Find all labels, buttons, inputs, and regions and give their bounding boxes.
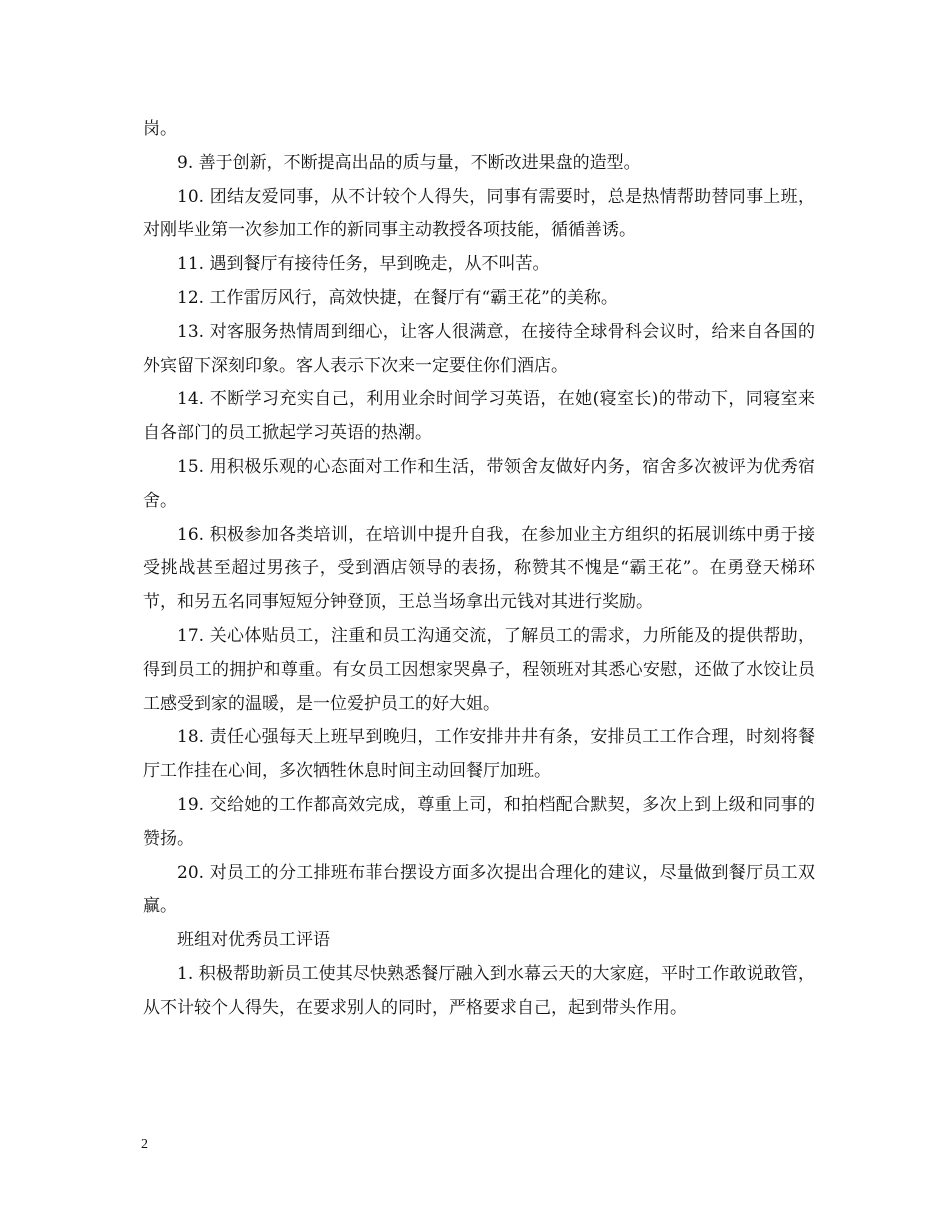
paragraph: 17. 关心体贴员工，注重和员工沟通交流，了解员工的需求，力所能及的提供帮助，得到员工的拥护和尊重。有女员工因想家哭鼻子，程领班对其悉心安慰，还做了水饺让员工感受到家的温暖，是一位爱护员工的好大姐。 bbox=[143, 625, 815, 714]
paragraph: 13. 对客服务热情周到细心，让客人很满意，在接待全球骨科会议时，给来自各国的外宾留下深刻印象。客人表示下次来一定要住你们酒店。 bbox=[143, 321, 815, 376]
paragraph: 11. 遇到餐厅有接待任务，早到晚走，从不叫苦。 bbox=[177, 254, 550, 275]
section-heading: 班组对优秀员工评语 bbox=[177, 930, 330, 951]
paragraph: 20. 对员工的分工排班布菲台摆设方面多次提出合理化的建议，尽量做到餐厅员工双赢。 bbox=[143, 862, 815, 917]
paragraph: 10. 团结友爱同事，从不计较个人得失，同事有需要时，总是热情帮助替同事上班，对刚毕业第一次参加工作的新同事主动教授各项技能，循循善诱。 bbox=[143, 186, 815, 241]
paragraph: 1. 积极帮助新员工使其尽快熟悉餐厅融入到水幕云天的大家庭，平时工作敢说敢管，从不计较个人得失，在要求别人的同时，严格要求自己，起到带头作用。 bbox=[143, 963, 815, 1018]
page-body bbox=[143, 113, 815, 1026]
paragraph: 12. 工作雷厉风行，高效快捷，在餐厅有“霸王花”的美称。 bbox=[177, 287, 618, 308]
page-number: 2 bbox=[141, 1137, 148, 1152]
paragraph: 18. 责任心强每天上班早到晚归，工作安排井井有条，安排员工工作合理，时刻将餐厅工作挂在心间，多次牺牲休息时间主动回餐厅加班。 bbox=[143, 727, 815, 782]
paragraph: 岗。 bbox=[143, 119, 177, 139]
paragraph: 9. 善于创新，不断提高出品的质与量，不断改进果盘的造型。 bbox=[177, 152, 641, 173]
paragraph: 16. 积极参加各类培训，在培训中提升自我，在参加业主方组织的拓展训练中勇于接受挑战甚至超过男孩子，受到酒店领导的表扬，称赞其不愧是“霸王花”。在勇登天梯环节，和另五名同事短短分钟登顶，王总当场拿出元钱对其进行奖励。 bbox=[143, 524, 815, 613]
paragraph: 14. 不断学习充实自己，利用业余时间学习英语，在她(寝室长)的带动下，同寝室来自各部门的员工掀起学习英语的热潮。 bbox=[143, 389, 815, 444]
paragraph: 15. 用积极乐观的心态面对工作和生活，带领舍友做好内务，宿舍多次被评为优秀宿舍。 bbox=[143, 456, 815, 511]
paragraph: 19. 交给她的工作都高效完成，尊重上司，和拍档配合默契，多次上到上级和同事的赞扬。 bbox=[143, 794, 815, 849]
